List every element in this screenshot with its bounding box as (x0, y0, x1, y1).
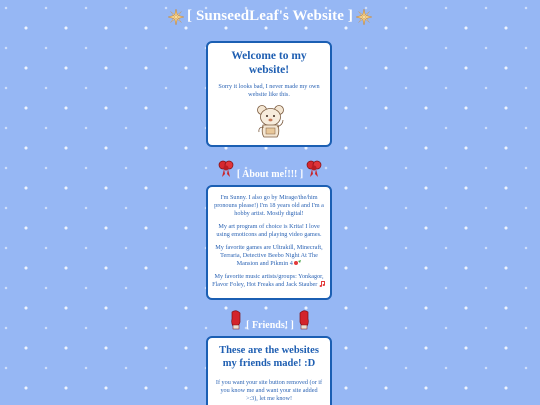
about-card (206, 185, 332, 300)
sparkle-star-icon (356, 9, 372, 25)
site-header (0, 8, 540, 25)
pikmin-icon (294, 260, 301, 266)
about-paragraph-1: I'm Sunny. I also go by Mirage/the/him pronouns please!) I'm 18 years old and I'm a hobby artist. Mostly digital! (214, 194, 324, 217)
welcome-text: Sorry it looks bad, I never made my own website like this. (218, 83, 320, 98)
friends-title: These are the websites my friends made! :D (219, 345, 319, 369)
red-ribbon-icon (306, 160, 322, 178)
red-glove-icon (297, 310, 311, 330)
bear-mascot-icon (254, 103, 288, 139)
welcome-heading: Welcome to my website! (231, 50, 307, 76)
about-heading: [ About me!!!! ] (236, 168, 304, 180)
friends-card (206, 336, 332, 405)
friends-text: If you want your site button removed (or if you know me and want your site added >:3), let me know! (215, 379, 323, 402)
about-paragraph-3-text: My favorite games are Ultrakill, Minecraft, Terraria, Detective Beebo Night At The Mansion and Pikmin 4 (215, 244, 323, 267)
music-note-icon (319, 281, 326, 287)
about-paragraph-2: My art program of choice is Krita! I love using emoticons and playing video games. (216, 223, 322, 238)
sparkle-star-icon (168, 9, 184, 25)
about-heading-row (0, 155, 540, 183)
friends-heading-row (0, 305, 540, 335)
about-paragraph-3 (212, 244, 326, 268)
welcome-card (206, 41, 332, 147)
site-title: [ SunseedLeaf's Website ] (187, 8, 353, 24)
about-paragraph-4-text: My favorite music artists/groups: Yonkagor, Flavor Foley, Hot Freaks and Jack Stauber (212, 273, 324, 288)
about-paragraph-4 (212, 273, 326, 289)
red-ribbon-icon (218, 160, 234, 178)
friends-heading: [ Friends! ] (246, 319, 294, 331)
red-glove-icon (229, 310, 243, 330)
